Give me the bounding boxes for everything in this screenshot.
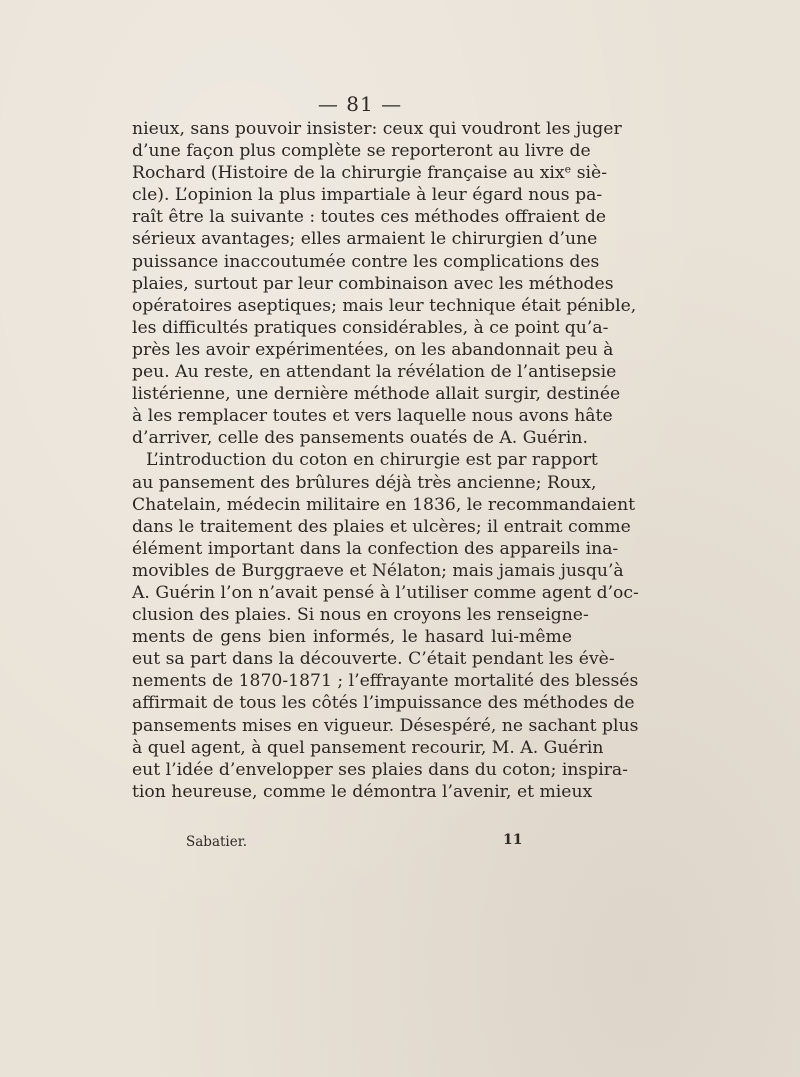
text-line: cle). L’opinion la plus impartiale à leur égard nous pa- [132, 185, 603, 206]
text-line: peu. Au reste, en attendant la révélation de l’antisepsie [132, 362, 617, 383]
body-text [132, 118, 639, 803]
text-line: d’une façon plus complète se reporteront au livre de [132, 141, 591, 162]
text-line: près les avoir expérimentées, on les abandonnait peu à [132, 339, 614, 360]
text-line: Rochard (Histoire de la chirurgie française au xixᵉ siè- [132, 163, 607, 184]
text-line: eut l’idée d’envelopper ses plaies dans du coton; inspira- [132, 759, 628, 780]
text-line: à quel agent, à quel pansement recourir, M. A. Guérin [132, 737, 604, 758]
text-line: raît être la suivante : toutes ces méthodes offraient de [132, 207, 606, 228]
text-line: eut sa part dans la découverte. C’était pendant les évè- [132, 649, 615, 670]
text-line: Chatelain, médecin militaire en 1836, le recommandaient [132, 494, 636, 515]
text-line: sérieux avantages; elles armaient le chirurgien d’une [132, 229, 598, 250]
text-line: à les remplacer toutes et vers laquelle nous avons hâte [132, 406, 613, 427]
text-line: plaies, surtout par leur combinaison avec les méthodes [132, 273, 614, 294]
text-line: ments de gens bien informés, le hasard lui-même [132, 627, 572, 648]
text-line: L’introduction du coton en chirurgie est par rapport [146, 450, 598, 471]
text-line: movibles de Burggraeve et Nélaton; mais jamais jusqu’à [132, 560, 624, 581]
text-line: les difficultés pratiques considérables, à ce point qu’a- [132, 317, 609, 338]
footer-author: Sabatier. [186, 834, 247, 850]
text-line: d’arriver, celle des pansements ouatés de A. Guérin. [132, 428, 588, 449]
text-line: dans le traitement des plaies et ulcères; il entrait comme [132, 516, 631, 537]
text-line: nieux, sans pouvoir insister: ceux qui voudront les juger [132, 119, 622, 139]
text-line: pansements mises en vigueur. Désespéré, ne sachant plus [132, 715, 639, 736]
text-line: clusion des plaies. Si nous en croyons les renseigne- [132, 605, 589, 626]
text-line: A. Guérin l’on n’avait pensé à l’utiliser comme agent d’oc- [132, 582, 639, 603]
text-line: tion heureuse, comme le démontra l’avenir, et mieux [132, 781, 593, 802]
text-line: affirmait de tous les côtés l’impuissance des méthodes de [132, 693, 635, 714]
text-line: puissance inaccoutumée contre les complications des [132, 251, 600, 272]
page-number: — 81 — [317, 92, 403, 116]
text-line: élément important dans la confection des appareils ina- [132, 538, 619, 559]
text-line: au pansement des brûlures déjà très ancienne; Roux, [132, 472, 597, 493]
text-line: listérienne, une dernière méthode allait surgir, destinée [132, 384, 621, 405]
text-line: opératoires aseptiques; mais leur technique était pénible, [132, 295, 637, 316]
signature-mark: 11 [503, 832, 523, 848]
text-line: nements de 1870-1871 ; l’effrayante mortalité des blessés [132, 671, 639, 692]
